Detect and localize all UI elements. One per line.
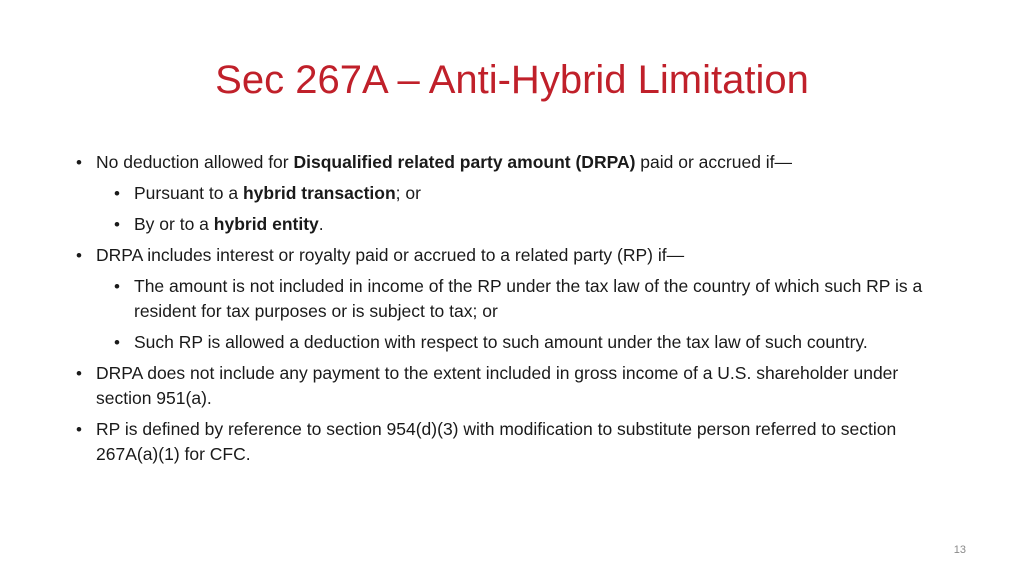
bullet-text-post: paid or accrued if—	[635, 152, 793, 172]
sub-bullet-deduction-allowed	[74, 330, 924, 355]
bullet-text: RP is defined by reference to section 954(d)(3) with modification to substitute person referred to section 267A(a)(1) for CFC.	[96, 419, 897, 464]
bullet-text: Such RP is allowed a deduction with respect to such amount under the tax law of such country.	[134, 332, 868, 352]
bullet-text: The amount is not included in income of the RP under the tax law of the country of which such RP is a resident for tax purposes or is subject to tax; or	[134, 276, 923, 321]
sub-bullet-hybrid-entity	[74, 212, 924, 237]
bullet-text-bold: hybrid transaction	[242, 183, 396, 203]
bullet-text-post: ; or	[395, 183, 421, 203]
sub-bullet-hybrid-transaction	[74, 181, 924, 206]
bullet-marker: •	[76, 153, 82, 172]
bullet-text-pre: Pursuant to a	[134, 183, 243, 203]
bullet-text-post: .	[318, 214, 324, 234]
slide-title: Sec 267A – Anti-Hybrid Limitation	[215, 58, 809, 102]
bullet-marker: •	[76, 246, 82, 265]
bullet-list	[74, 150, 924, 467]
bullet-text-bold: hybrid entity	[213, 214, 319, 234]
bullet-item-rp-defined	[74, 417, 924, 467]
bullet-item-drpa-includes	[74, 243, 924, 268]
bullet-text-pre: No deduction allowed for	[96, 152, 294, 172]
bullet-text-bold: Disqualified related party amount (DRPA)	[293, 152, 636, 172]
page-number: 13	[953, 544, 966, 556]
bullet-item-drpa-deduction	[74, 150, 924, 175]
bullet-marker: •	[114, 215, 120, 234]
sub-bullet-not-included	[74, 274, 924, 324]
bullet-marker: •	[76, 364, 82, 383]
bullet-item-drpa-excludes	[74, 361, 924, 411]
bullet-text: DRPA does not include any payment to the extent included in gross income of a U.S. shareholder under section 951(a).	[96, 363, 899, 408]
bullet-marker: •	[114, 333, 120, 352]
bullet-marker: •	[76, 420, 82, 439]
bullet-text: DRPA includes interest or royalty paid or accrued to a related party (RP) if—	[96, 245, 685, 265]
bullet-text-pre: By or to a	[134, 214, 214, 234]
bullet-marker: •	[114, 277, 120, 296]
bullet-marker: •	[114, 184, 120, 203]
